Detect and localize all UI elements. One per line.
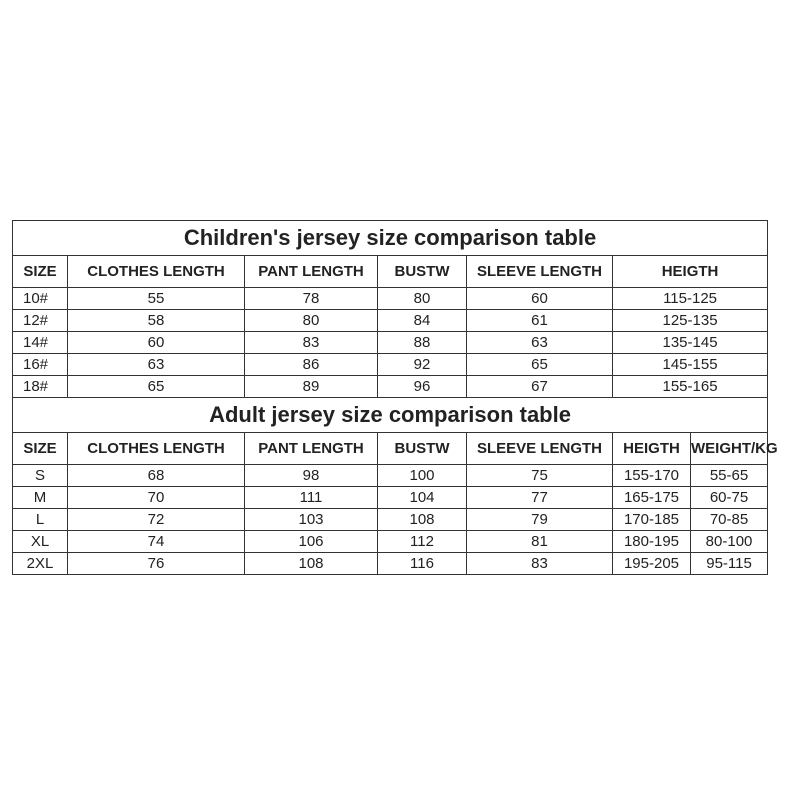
adult-header-row	[13, 433, 768, 465]
adult-value-cell: 111	[245, 487, 378, 509]
adult-size-cell: L	[13, 509, 68, 531]
adult-size-cell: S	[13, 465, 68, 487]
children-size-cell: 14#	[13, 332, 68, 354]
adult-value-cell: 68	[68, 465, 245, 487]
adult-table-row	[13, 487, 768, 509]
adult-column-header: PANT LENGTH	[245, 433, 378, 465]
adult-value-cell: 83	[467, 553, 613, 575]
children-value-cell: 67	[467, 376, 613, 398]
adult-value-cell: 104	[378, 487, 467, 509]
adult-value-cell: 55-65	[691, 465, 768, 487]
size-chart-table	[12, 220, 778, 575]
children-value-cell: 115-125	[613, 288, 768, 310]
children-value-cell: 58	[68, 310, 245, 332]
adult-size-cell: XL	[13, 531, 68, 553]
children-size-cell: 18#	[13, 376, 68, 398]
adult-value-cell: 76	[68, 553, 245, 575]
children-value-cell: 84	[378, 310, 467, 332]
adult-value-cell: 60-75	[691, 487, 768, 509]
children-value-cell: 63	[467, 332, 613, 354]
children-table-row	[13, 376, 768, 398]
children-value-cell: 63	[68, 354, 245, 376]
children-value-cell: 65	[68, 376, 245, 398]
adult-value-cell: 103	[245, 509, 378, 531]
adult-value-cell: 108	[245, 553, 378, 575]
children-value-cell: 92	[378, 354, 467, 376]
adult-value-cell: 75	[467, 465, 613, 487]
adult-column-header: HEIGTH	[613, 433, 691, 465]
adult-value-cell: 165-175	[613, 487, 691, 509]
adult-column-header: SLEEVE LENGTH	[467, 433, 613, 465]
adult-value-cell: 170-185	[613, 509, 691, 531]
adult-value-cell: 72	[68, 509, 245, 531]
children-table-row	[13, 310, 768, 332]
children-size-cell: 10#	[13, 288, 68, 310]
children-column-header: CLOTHES LENGTH	[68, 256, 245, 288]
adult-value-cell: 108	[378, 509, 467, 531]
adult-size-cell: 2XL	[13, 553, 68, 575]
adult-value-cell: 80-100	[691, 531, 768, 553]
adult-column-header: CLOTHES LENGTH	[68, 433, 245, 465]
children-column-header: SLEEVE LENGTH	[467, 256, 613, 288]
adult-value-cell: 81	[467, 531, 613, 553]
children-table-title: Children's jersey size comparison table	[13, 221, 768, 256]
adult-table-row	[13, 465, 768, 487]
adult-value-cell: 155-170	[613, 465, 691, 487]
children-value-cell: 96	[378, 376, 467, 398]
children-title-row	[13, 221, 768, 256]
children-value-cell: 65	[467, 354, 613, 376]
adult-value-cell: 98	[245, 465, 378, 487]
children-value-cell: 83	[245, 332, 378, 354]
adult-table-row	[13, 553, 768, 575]
children-column-header: BUSTW	[378, 256, 467, 288]
adult-value-cell: 112	[378, 531, 467, 553]
adult-column-header: WEIGHT/KG	[691, 433, 768, 465]
children-size-cell: 16#	[13, 354, 68, 376]
children-value-cell: 80	[245, 310, 378, 332]
children-value-cell: 86	[245, 354, 378, 376]
children-value-cell: 60	[467, 288, 613, 310]
children-value-cell: 155-165	[613, 376, 768, 398]
adult-title-row	[13, 398, 768, 433]
children-column-header: SIZE	[13, 256, 68, 288]
children-header-row	[13, 256, 768, 288]
children-value-cell: 88	[378, 332, 467, 354]
children-table-row	[13, 354, 768, 376]
adult-value-cell: 116	[378, 553, 467, 575]
adult-table-row	[13, 531, 768, 553]
children-value-cell: 60	[68, 332, 245, 354]
children-value-cell: 145-155	[613, 354, 768, 376]
adult-value-cell: 195-205	[613, 553, 691, 575]
children-value-cell: 89	[245, 376, 378, 398]
adult-value-cell: 70-85	[691, 509, 768, 531]
children-table-row	[13, 332, 768, 354]
adult-value-cell: 77	[467, 487, 613, 509]
adult-value-cell: 180-195	[613, 531, 691, 553]
children-table-row	[13, 288, 768, 310]
adult-table-title: Adult jersey size comparison table	[13, 398, 768, 433]
adult-value-cell: 74	[68, 531, 245, 553]
children-value-cell: 80	[378, 288, 467, 310]
adult-value-cell: 79	[467, 509, 613, 531]
children-value-cell: 61	[467, 310, 613, 332]
children-column-header: PANT LENGTH	[245, 256, 378, 288]
children-value-cell: 55	[68, 288, 245, 310]
adult-column-header: BUSTW	[378, 433, 467, 465]
children-size-cell: 12#	[13, 310, 68, 332]
children-column-header: HEIGTH	[613, 256, 768, 288]
adult-value-cell: 70	[68, 487, 245, 509]
children-value-cell: 78	[245, 288, 378, 310]
adult-value-cell: 106	[245, 531, 378, 553]
adult-table-row	[13, 509, 768, 531]
children-value-cell: 125-135	[613, 310, 768, 332]
adult-value-cell: 95-115	[691, 553, 768, 575]
adult-column-header: SIZE	[13, 433, 68, 465]
adult-size-cell: M	[13, 487, 68, 509]
adult-value-cell: 100	[378, 465, 467, 487]
children-value-cell: 135-145	[613, 332, 768, 354]
